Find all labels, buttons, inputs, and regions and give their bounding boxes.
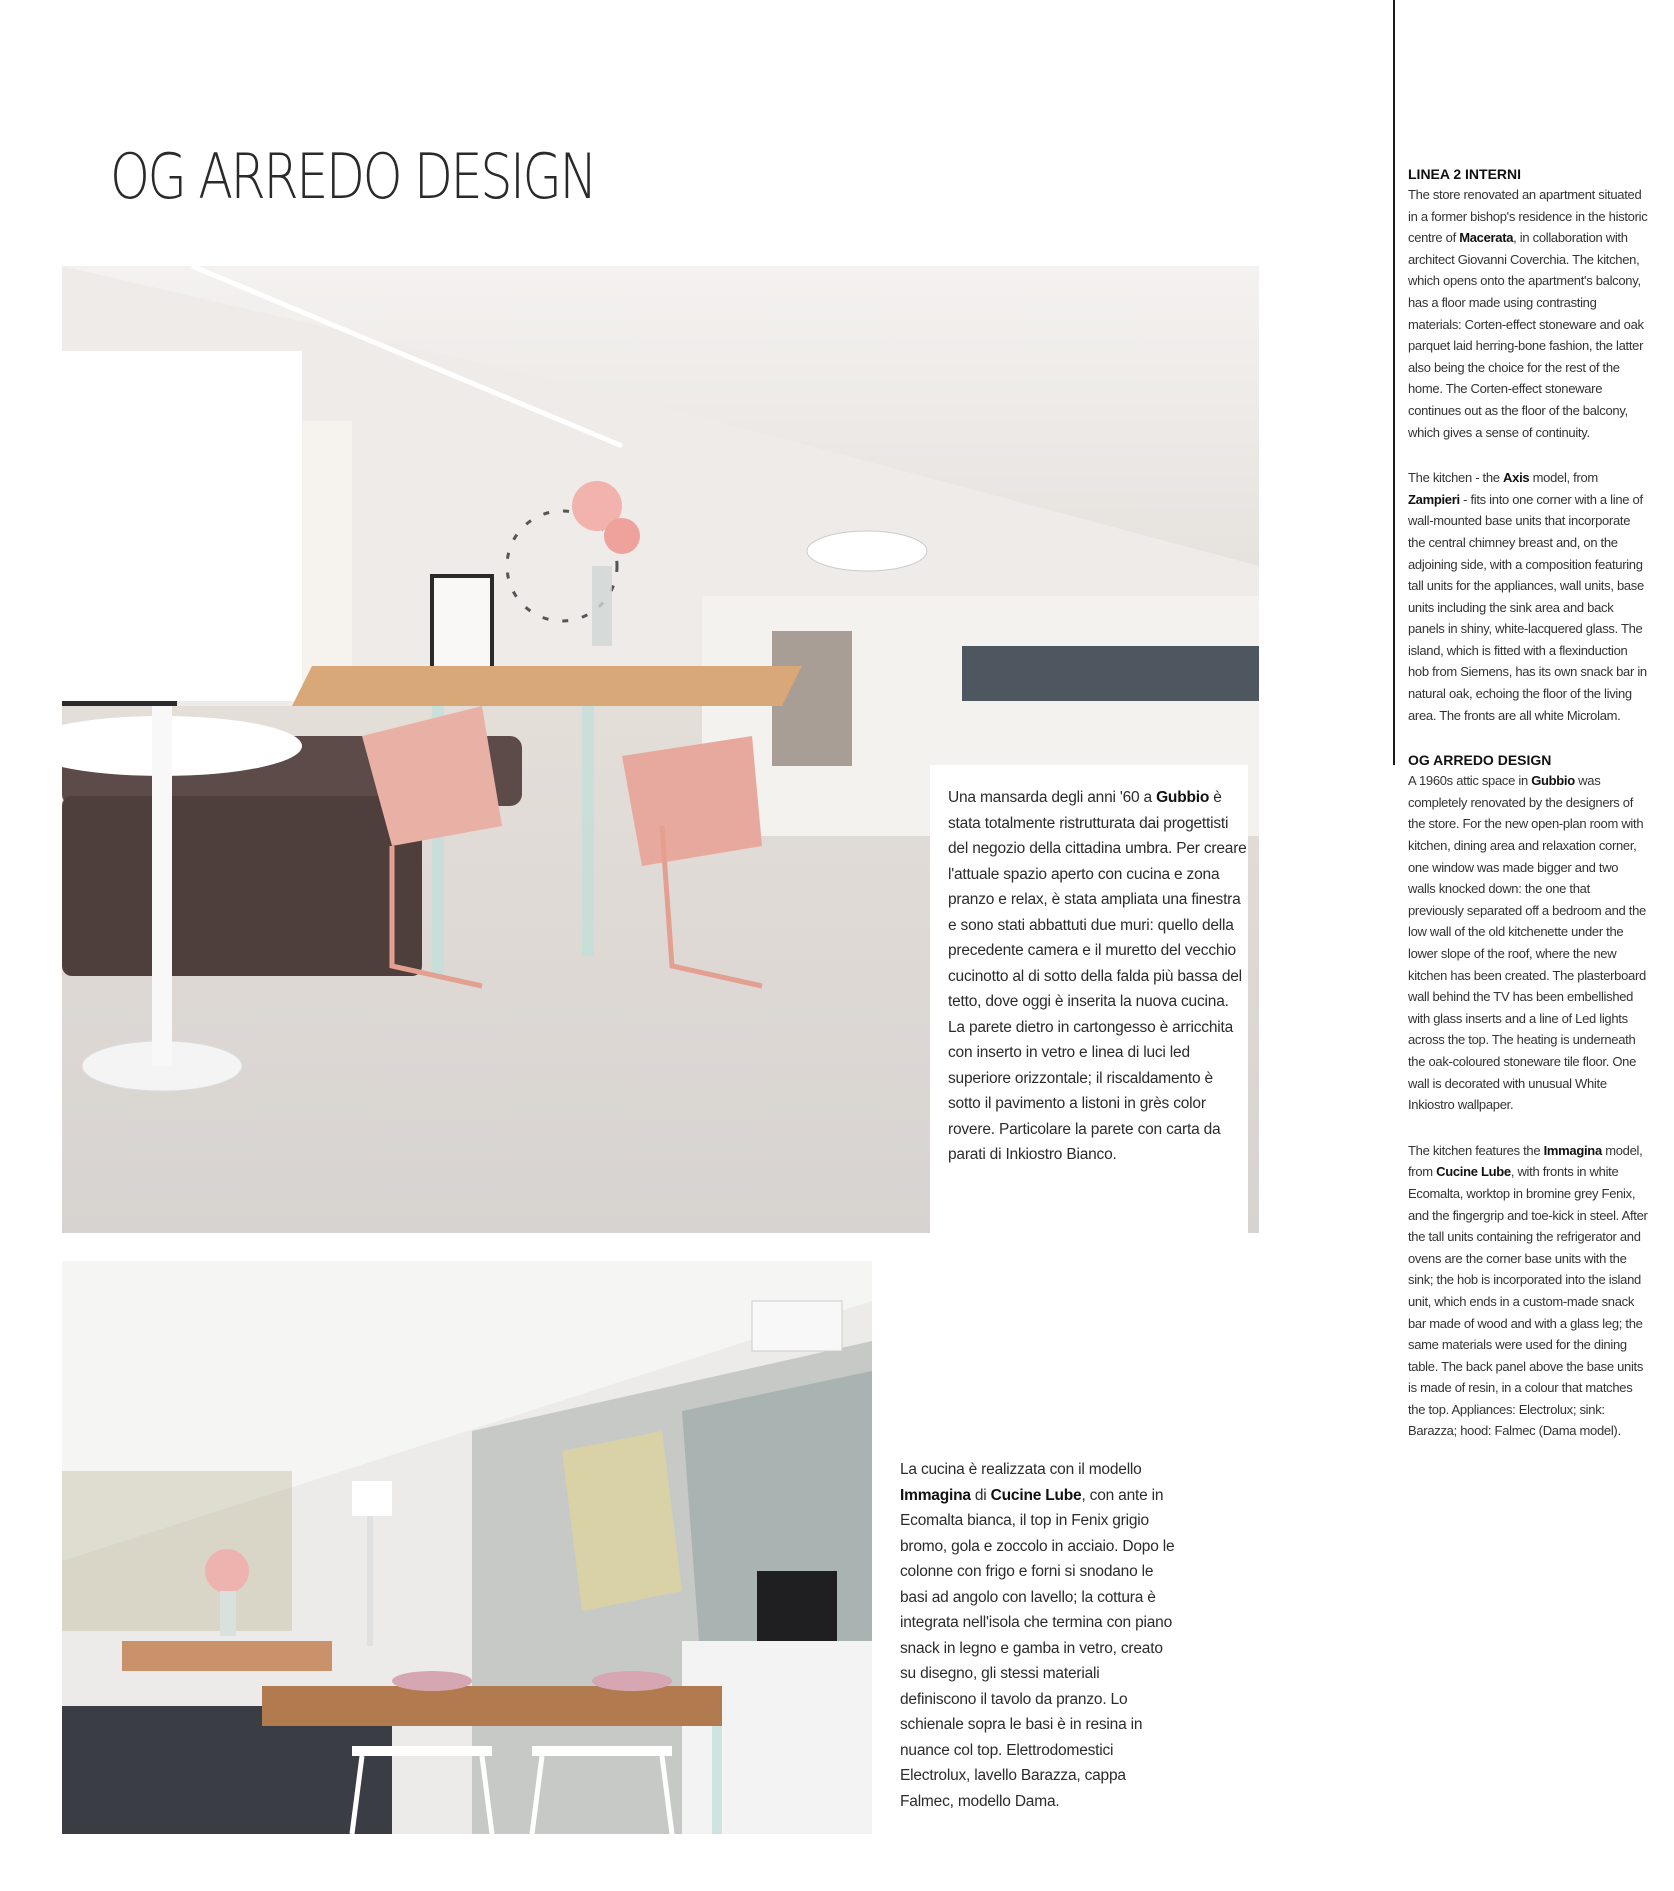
kitchen-photo [62,1261,872,1834]
sidebar-paragraph [1408,467,1648,726]
sidebar-bold-cucine-lube: Cucine Lube [1436,1164,1511,1180]
sidebar-bold-zampieri: Zampieri [1408,491,1460,507]
sidebar-bold-axis: Axis [1503,470,1530,486]
sidebar-text: The kitchen - the [1408,470,1504,486]
sidebar-text: model, from [1529,470,1598,486]
sidebar-bold-macerata: Macerata [1459,230,1514,246]
sidebar-bold-gubbio: Gubbio [1531,773,1575,789]
caption-bottom-text-2: di [970,1486,991,1504]
caption-bottom-cucine-lube: Cucine Lube [990,1486,1082,1504]
section-heading-og-arredo: OG ARREDO DESIGN [1408,752,1552,769]
sidebar-text: was completely renovated by the designers of the store. For the new open-plan room with kitchen, dining area and relaxation corner, one window was made bigger and two walls knocked down: the one that previously separated off a bedroom and the low wall of the old kitchenette under the lower slope of the roof, where the new kitchen has been created. The plasterboard wall behind the TV has been embellished with glass inserts and a line of Led lights across the top. The heating is underneath the oak-coloured stoneware tile floor. One wall is decorated with unusual White Inkiostro wallpaper. [1408,773,1646,1113]
caption-top [930,765,1248,1255]
page-title: OG ARREDO DESIGN [110,140,596,213]
caption-top-text-2: è stata totalmente ristrutturata dai progettisti del negozio della cittadina umbra. Per creare l'attuale spazio aperto con cucina e zona pranzo e relax, è stata ampliata una finestra e sono stati abbattuti due muri: quello della precedente camera e il muretto del vecchio cucinotto al di sotto della falda più bassa del tetto, dove oggi è inserita la nuova cucina. La parete dietro in cartongesso è arricchita con inserto in vetro e linea di luci led superiore orizzontale; il riscaldamento è sotto il pavimento a listoni in grès color rovere. Particolare la parete con carta da parati di Inkiostro Bianco. [948,789,1247,1163]
sidebar-text: The kitchen features the [1408,1142,1544,1158]
caption-top-gubbio: Gubbio [1156,789,1210,806]
sidebar-bold-immagina: Immagina [1543,1142,1602,1158]
column-divider [1393,0,1395,765]
section-heading-linea2: LINEA 2 INTERNI [1408,166,1522,182]
sidebar-paragraph [1408,770,1648,1116]
caption-bottom-text: La cucina è realizzata con il modello [900,1461,1142,1478]
sidebar-text: , with fronts in white Ecomalta, worktop in bromine grey Fenix, and the fingergrip and toe-kick in steel. After the tall units containing the refrigerator and ovens are the corner base units with the sink; the hob is incorporated into the island unit, which ends in a custom-made snack bar made of wood and with a glass leg; the same materials were used for the dining table. The back panel above the base units is made of resin, in a colour that matches the top. Appliances: Electrolux; sink: Barazza; hood: Falmec (Dama model). [1408,1164,1648,1439]
sidebar-text: - fits into one corner with a line of wall-mounted base units that incorporate the central chimney breast and, on the adjoining side, with a composition featuring tall units for the appliances, wall units, base units including the sink area and back panels in shiny, white-lacquered glass. The island, which is fitted with a flexinduction hob from Siemens, has its own snack bar in natural oak, echoing the floor of the living area. The fronts are all white Microlam. [1408,491,1647,723]
sidebar-text: A 1960s attic space in [1408,773,1532,789]
sidebar-text: The store renovated an apartment situated in a former bishop's residence in the historic centre of [1408,187,1648,246]
caption-top-text: Una mansarda degli anni '60 a [948,789,1157,806]
caption-bottom-immagina: Immagina [900,1486,971,1504]
sidebar-paragraph [1408,1140,1648,1442]
sidebar-text: , in collaboration with architect Giovanni Coverchia. The kitchen, which opens onto the apartment's balcony, has a floor made using contrasting materials: Corten-effect stoneware and oak parquet laid herring-bone fashion, the latter also being the choice for the rest of the home. The Corten-effect stoneware continues out as the floor of the balcony, which gives a sense of continuity. [1408,230,1644,440]
caption-bottom [900,1457,1175,1814]
sidebar-column [1408,164,1648,1466]
caption-bottom-text-3: , con ante in Ecomalta bianca, il top in Fenix grigio bromo, gola e zoccolo in acciaio. Dopo le colonne con frigo e forni si snodano le basi ad angolo con lavello; la cottura è integrata nell'isola che termina con piano snack in legno e gamba in vetro, creato su disegno, gli stessi materiali definiscono il tavolo da pranzo. Lo schienale sopra le basi è in resina in nuance col top. Elettrodomestici Electrolux, lavello Barazza, cappa Falmec, modello Dama. [900,1486,1175,1810]
sidebar-paragraph [1408,184,1648,443]
kitchen-illustration [62,1261,872,1834]
sidebar-text: model, from [1408,1142,1643,1180]
